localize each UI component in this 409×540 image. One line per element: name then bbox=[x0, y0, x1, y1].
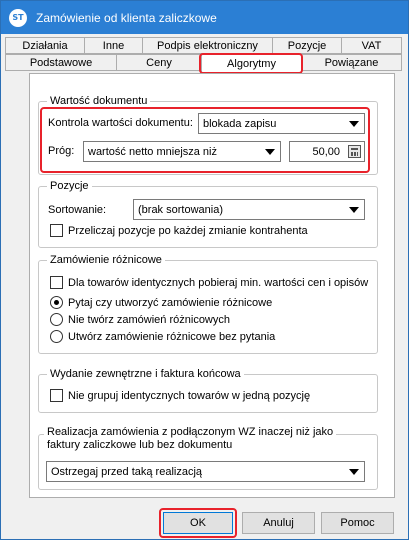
kontrola-label: Kontrola wartości dokumentu: bbox=[48, 117, 193, 129]
radio-nie-tworz-label[interactable]: Nie twórz zamówień różnicowych bbox=[68, 314, 230, 326]
sortowanie-label: Sortowanie: bbox=[48, 204, 107, 216]
tab-podpis-elektroniczny[interactable]: Podpis elektroniczny bbox=[142, 37, 273, 54]
tab-algorytmy[interactable]: Algorytmy bbox=[201, 54, 302, 73]
chevron-down-icon bbox=[349, 207, 359, 213]
tab-inne[interactable]: Inne bbox=[84, 37, 143, 54]
tab-pozycje[interactable]: Pozycje bbox=[272, 37, 342, 54]
kontrola-value: blokada zapisu bbox=[203, 117, 277, 130]
radio-utworz-label[interactable]: Utwórz zamówienie różnicowe bez pytania bbox=[68, 331, 276, 343]
min-wartosci-checkbox[interactable] bbox=[50, 276, 63, 289]
prog-label: Próg: bbox=[48, 145, 75, 157]
wydanie-legend: Wydanie zewnętrzne i faktura końcowa bbox=[47, 367, 244, 381]
tab-podstawowe[interactable]: Podstawowe bbox=[5, 54, 117, 71]
nie-grupuj-label[interactable]: Nie grupuj identycznych towarów w jedną pozycję bbox=[68, 390, 311, 402]
radio-utworz[interactable] bbox=[50, 330, 63, 343]
chevron-down-icon bbox=[349, 469, 359, 475]
window-title: Zamówienie od klienta zaliczkowe bbox=[36, 10, 217, 25]
tab-vat[interactable]: VAT bbox=[341, 37, 402, 54]
app-icon: ST bbox=[9, 9, 27, 27]
radio-pytaj[interactable] bbox=[50, 296, 63, 309]
realizacja-select[interactable] bbox=[46, 461, 365, 482]
pozycje-legend: Pozycje bbox=[47, 179, 92, 193]
kontrola-select[interactable] bbox=[198, 113, 365, 134]
radio-nie-tworz[interactable] bbox=[50, 313, 63, 326]
sortowanie-value: (brak sortowania) bbox=[138, 203, 223, 216]
cancel-button[interactable]: Anuluj bbox=[242, 512, 315, 534]
tab-dzialania[interactable]: Działania bbox=[5, 37, 85, 54]
roznicowe-legend: Zamówienie różnicowe bbox=[47, 253, 165, 267]
min-wartosci-label[interactable]: Dla towarów identycznych pobieraj min. wartości cen i opisów bbox=[68, 277, 369, 289]
przeliczaj-checkbox[interactable] bbox=[50, 224, 63, 237]
sortowanie-select[interactable] bbox=[133, 199, 365, 220]
chevron-down-icon bbox=[349, 121, 359, 127]
nie-grupuj-checkbox[interactable] bbox=[50, 389, 63, 402]
wartosc-legend: Wartość dokumentu bbox=[47, 94, 150, 108]
chevron-down-icon bbox=[265, 149, 275, 155]
ok-button[interactable]: OK bbox=[163, 512, 233, 534]
algorytmy-panel bbox=[29, 73, 395, 498]
prog-amount-field[interactable] bbox=[289, 141, 365, 162]
realizacja-legend-line2: faktury zaliczkowe lub bez dokumentu bbox=[47, 439, 233, 451]
calculator-icon[interactable] bbox=[348, 145, 361, 158]
realizacja-value: Ostrzegaj przed taką realizacją bbox=[51, 465, 203, 478]
tab-powiazane[interactable]: Powiązane bbox=[301, 54, 402, 71]
title-bar bbox=[1, 1, 408, 34]
prog-amount: 50,00 bbox=[312, 145, 340, 158]
realizacja-legend bbox=[44, 426, 336, 452]
prog-select[interactable] bbox=[83, 141, 281, 162]
help-button[interactable]: Pomoc bbox=[321, 512, 394, 534]
tab-ceny[interactable]: Ceny bbox=[116, 54, 202, 71]
radio-pytaj-label[interactable]: Pytaj czy utworzyć zamówienie różnicowe bbox=[68, 297, 273, 309]
realizacja-legend-line1: Realizacja zamówienia z podłączonym WZ inaczej niż jako bbox=[47, 426, 334, 438]
prog-value: wartość netto mniejsza niż bbox=[88, 145, 217, 158]
przeliczaj-label[interactable]: Przeliczaj pozycje po każdej zmianie kontrahenta bbox=[68, 225, 308, 237]
